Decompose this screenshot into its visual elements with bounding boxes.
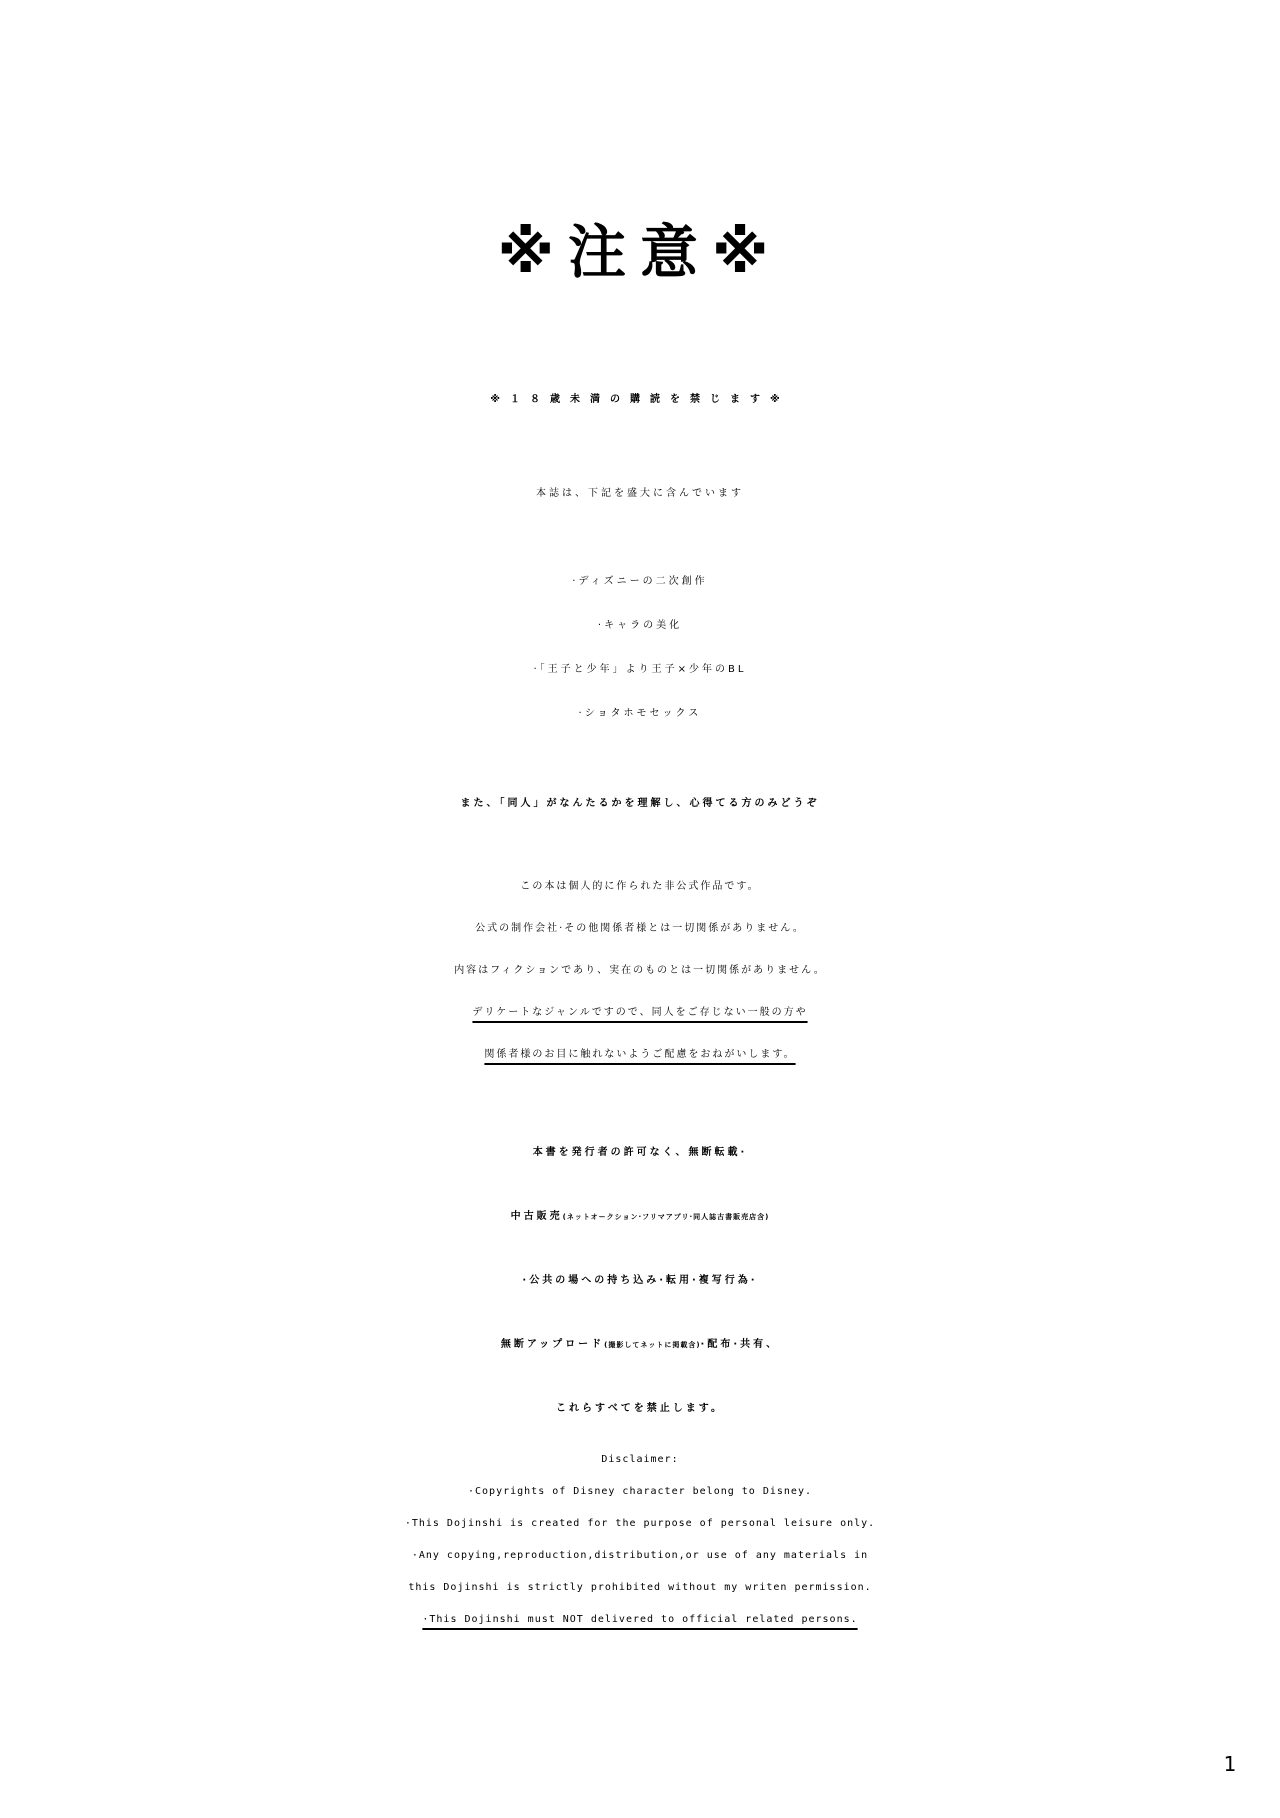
doujin-notice: また、「同人」がなんたるかを理解し、心得てる方のみどうぞ <box>460 798 820 809</box>
disclaimer-line: this Dojinshi is strictly prohibited without my writen permission. <box>408 1582 872 1593</box>
prohibition-note: (撮影してネットに掲載含) <box>604 1341 701 1349</box>
prohibition-line: ·公共の場への持ち込み·転用·複写行為· <box>522 1275 758 1286</box>
prohibition-main: 無断アップロード <box>500 1339 605 1350</box>
content-bullet: ·「王子と少年」より王子×少年のBL <box>533 664 747 675</box>
unofficial-line-underlined <box>0 1034 1280 1076</box>
content-bullet: ·ショタホモセックス <box>578 708 702 719</box>
prohibition-line <box>0 1189 1280 1245</box>
prohibition-line: 本書を発行者の許可なく、無断転載· <box>532 1147 748 1158</box>
prohibition-main: 中古販売 <box>510 1211 563 1222</box>
content-bullet: ·キャラの美化 <box>597 620 683 631</box>
content-intro: 本誌は、下記を盛大に含んでいます <box>536 488 744 499</box>
prohibition-tail: ·配布·共有、 <box>700 1339 780 1350</box>
unofficial-line-underlined <box>0 992 1280 1034</box>
prohibition-note: (ネットオークション·フリマアプリ·同人誌古書販売店含) <box>562 1213 770 1221</box>
disclaimer-heading: Disclaimer: <box>601 1454 679 1465</box>
disclaimer-line: ·Copyrights of Disney character belong to Disney. <box>467 1486 812 1497</box>
prohibition-line: これらすべてを禁止します。 <box>556 1403 724 1414</box>
page-title: ※注意※ <box>497 218 783 286</box>
age-restriction-heading: ※１８歳未満の購読を禁じます※ <box>490 394 790 405</box>
underlined-text: ·This Dojinshi must NOT delivered to official related persons. <box>422 1614 858 1625</box>
unofficial-line: 公式の制作会社·その他関係者様とは一切関係がありません。 <box>475 923 805 934</box>
disclaimer-line: ·Any copying,reproduction,distribution,or use of any materials in <box>411 1550 869 1561</box>
disclaimer-line: ·This Dojinshi is created for the purpose of personal leisure only. <box>404 1518 876 1529</box>
page-number: 1 <box>1223 1752 1237 1776</box>
disclaimer-line-underlined <box>0 1604 1280 1636</box>
content-bullet: ·ディズニーの二次創作 <box>572 576 708 587</box>
prohibition-line <box>0 1317 1280 1373</box>
unofficial-line: 内容はフィクションであり、実在のものとは一切関係がありません。 <box>454 965 826 976</box>
underlined-text: 関係者様のお目に触れないようご配慮をおねがいします。 <box>484 1049 796 1060</box>
unofficial-line: この本は個人的に作られた非公式作品です。 <box>520 881 760 892</box>
underlined-text: デリケートなジャンルですので、同人をご存じない一般の方や <box>472 1007 808 1018</box>
